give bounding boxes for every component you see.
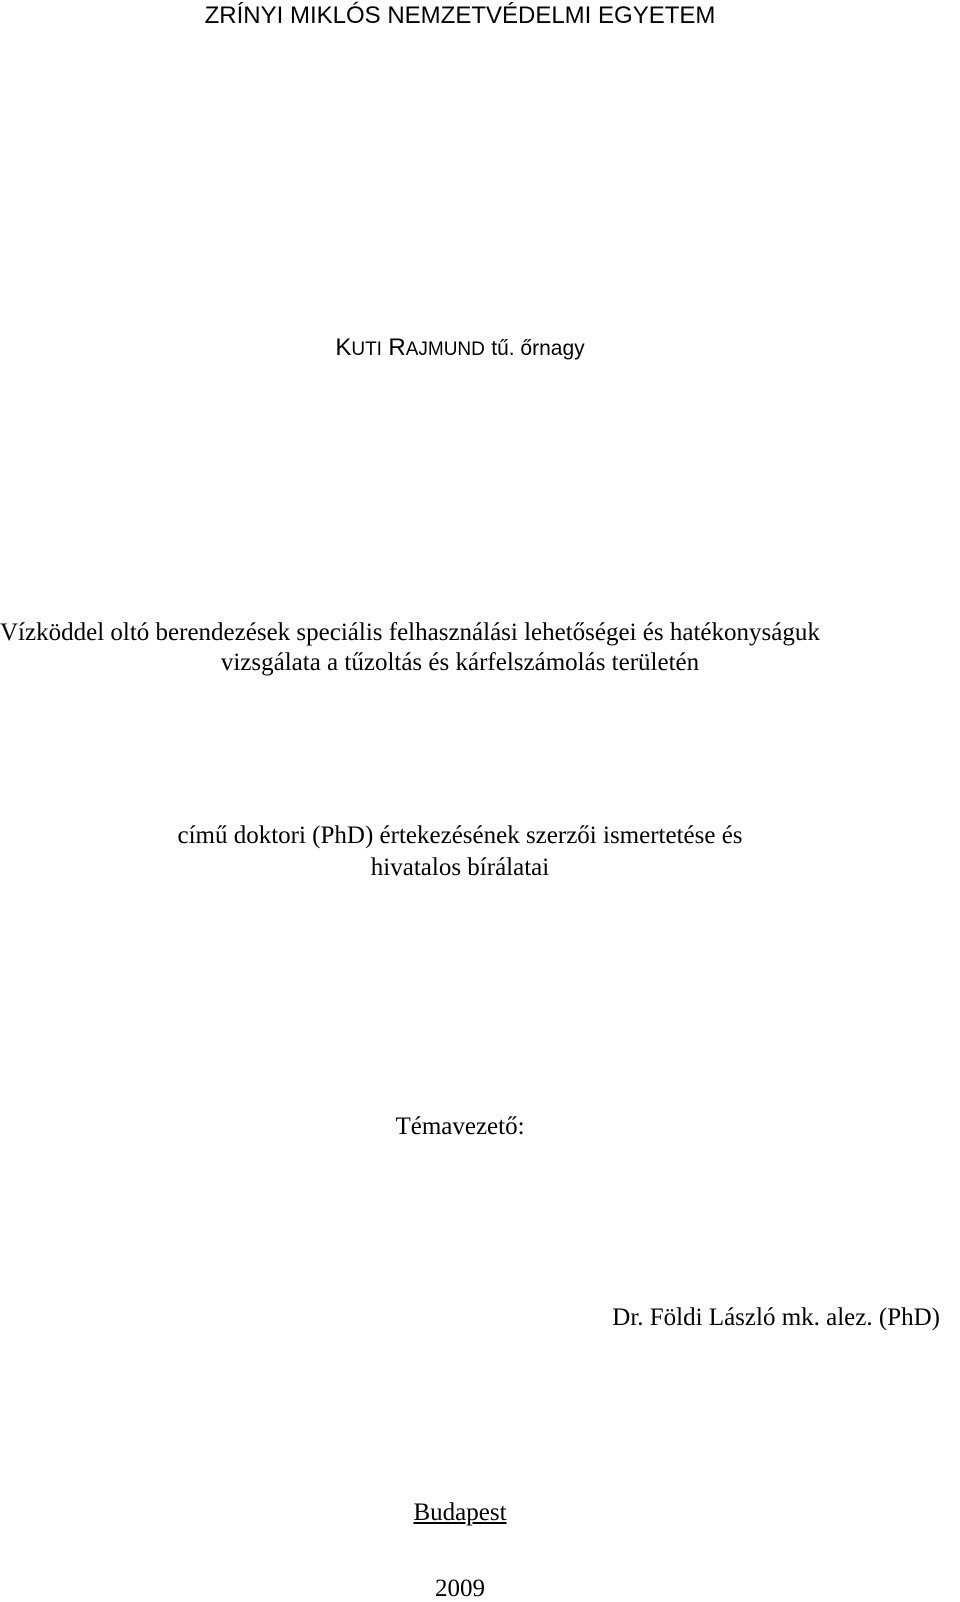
- subtitle-line-1: című doktori (PhD) értekezésének szerzői ismertetése és: [177, 822, 743, 849]
- author-second-initial: R: [388, 334, 406, 361]
- place-name: Budapest: [413, 1499, 507, 1526]
- subtitle-line-2: hivatalos bírálatai: [370, 854, 550, 881]
- supervisor-label: Témavezető:: [395, 1113, 525, 1140]
- author-line: [0, 336, 920, 360]
- author-rank: tű. őrnagy: [491, 337, 585, 360]
- author-first-rest: UTI: [351, 339, 382, 360]
- year: 2009: [435, 1575, 485, 1602]
- thesis-title-line-1: Vízköddel oltó berendezések speciális felhasználási lehetőségei és hatékonyságuk: [0, 619, 820, 646]
- author-first-initial: K: [335, 334, 352, 361]
- university-name: ZRÍNYI MIKLÓS NEMZETVÉDELMI EGYETEM: [204, 2, 716, 29]
- supervisor-name: Dr. Földi László mk. alez. (PhD): [612, 1304, 940, 1331]
- author-second-rest: AJMUND: [405, 339, 485, 360]
- thesis-title-line-2: vizsgálata a tűzoltás és kárfelszámolás területén: [220, 649, 700, 676]
